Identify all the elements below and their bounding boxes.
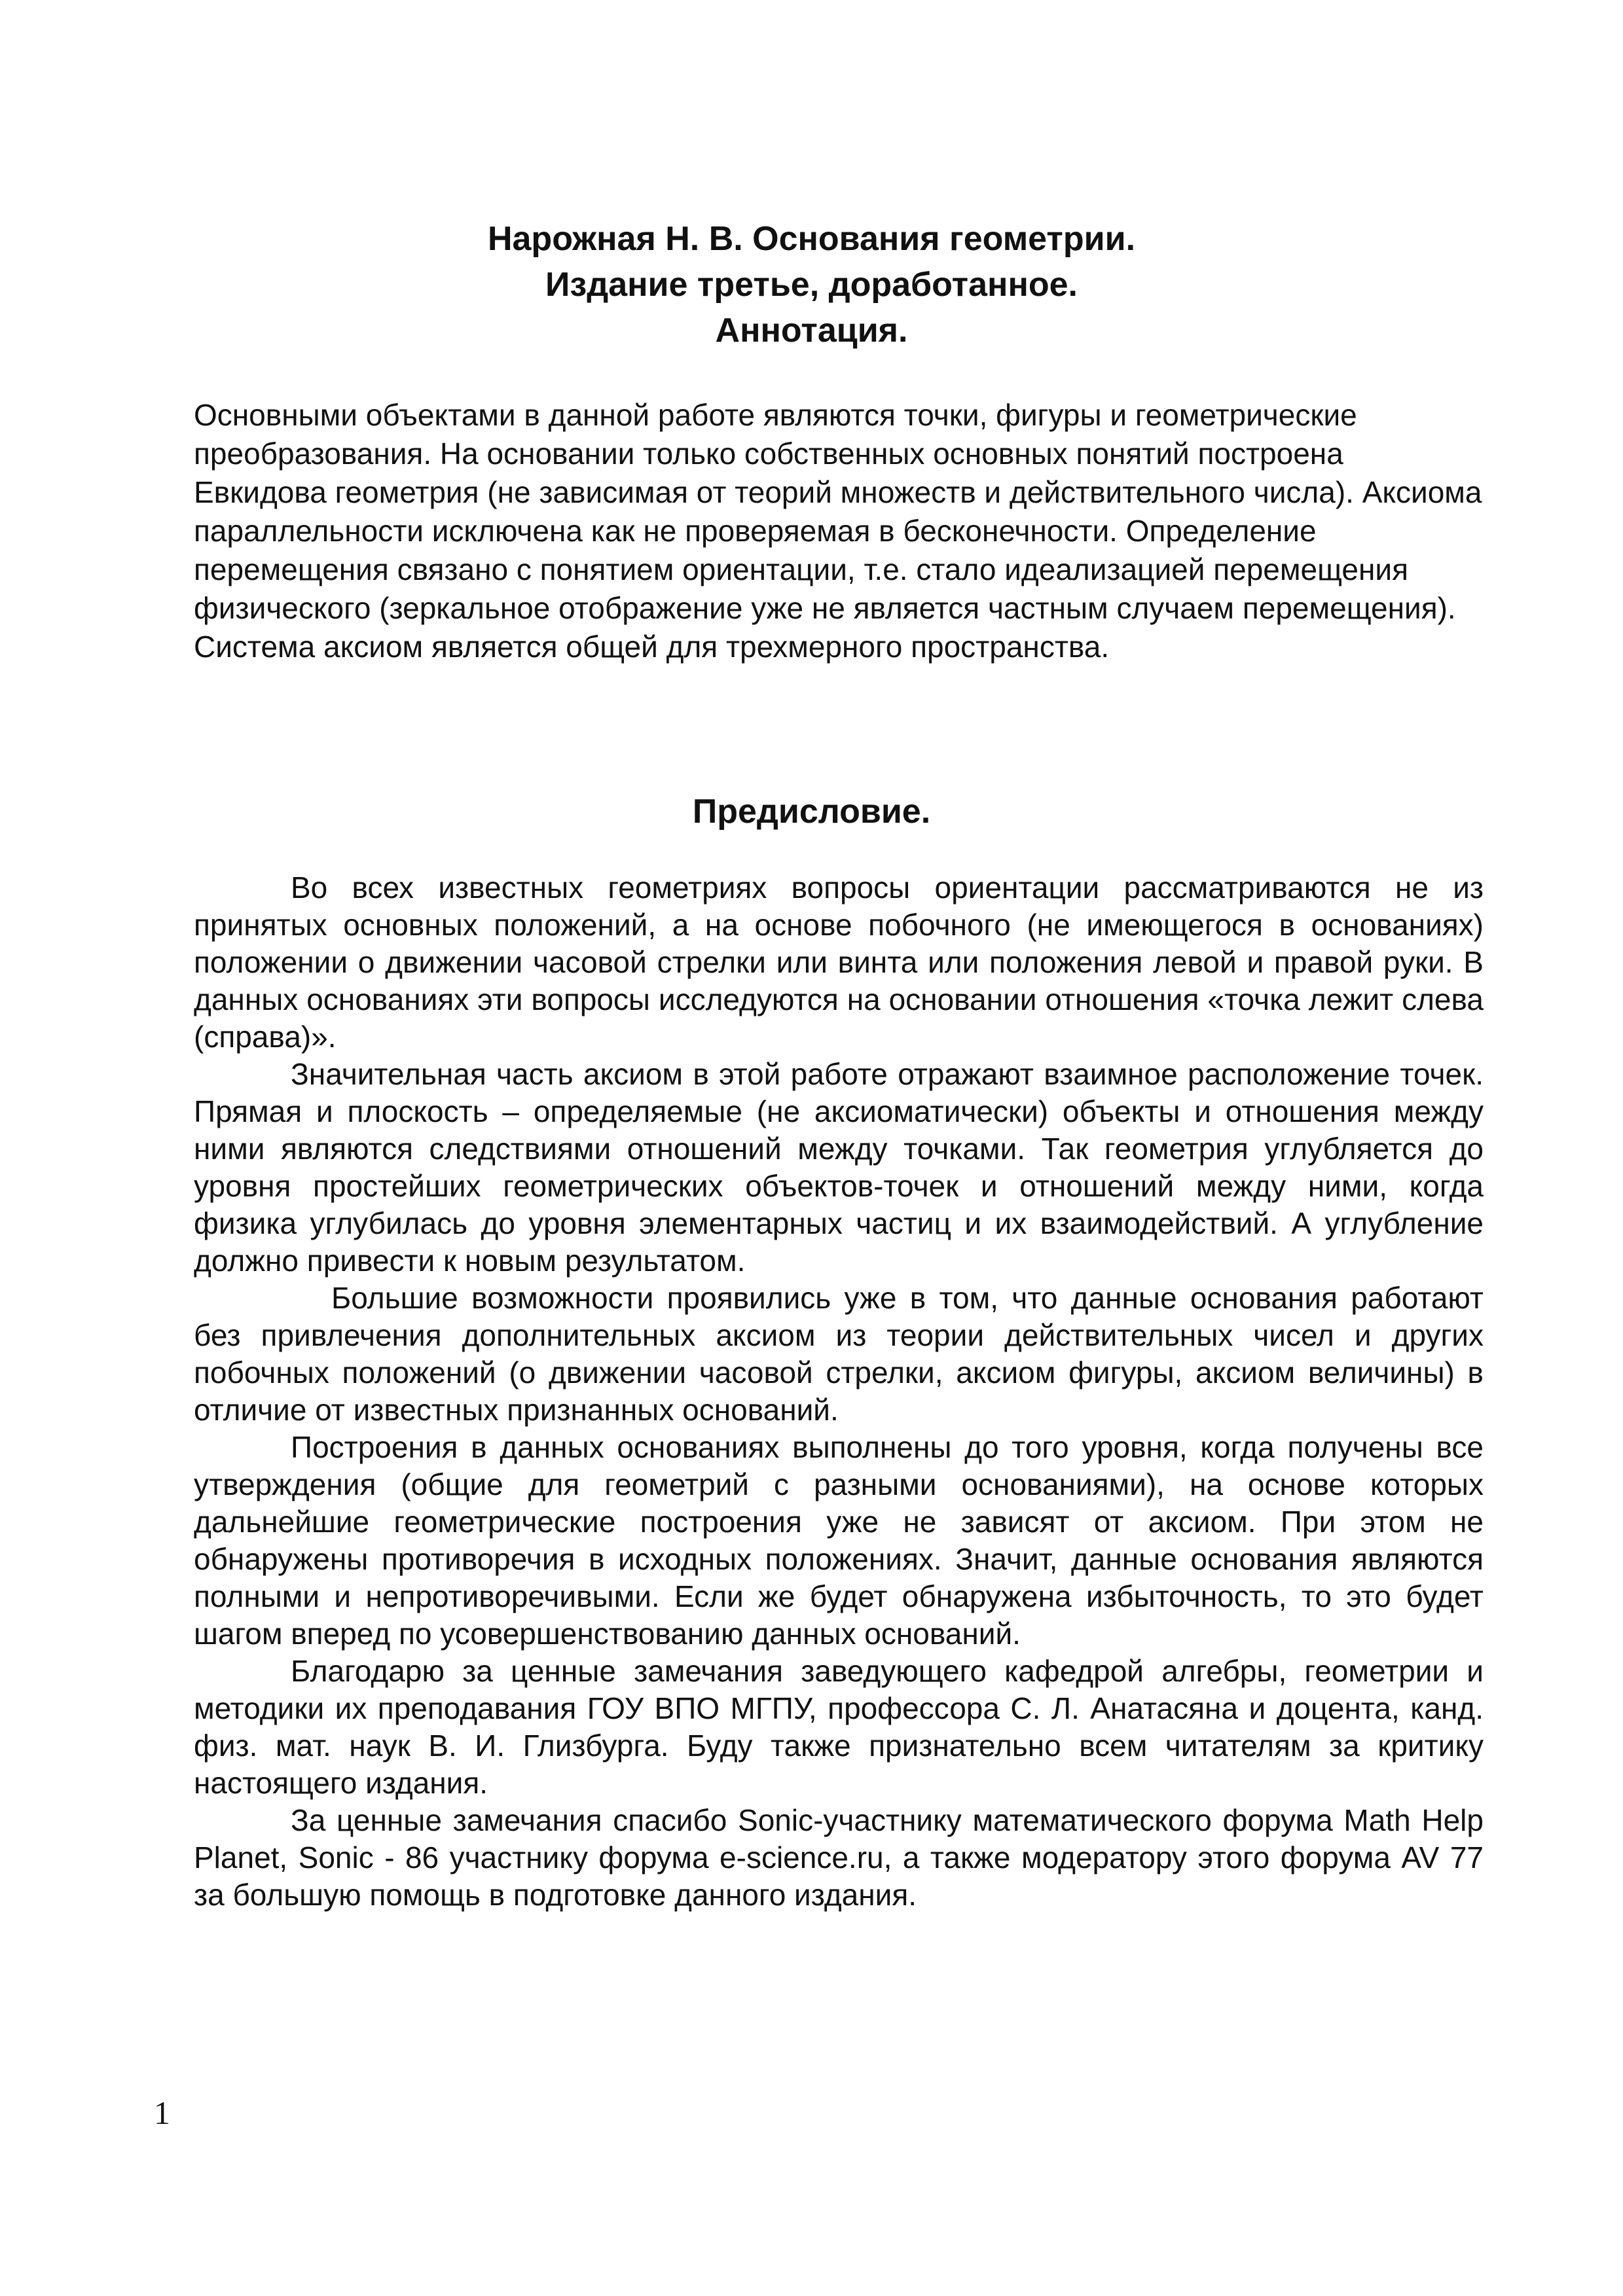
document-title (0, 216, 1623, 353)
preface-paragraph: За ценные замечания спасибо Sonic-участнику математического форума Math Help Planet, Sonic - 86 участнику форума e-science.ru, а также модератору этого форума AV 77 за большую помощь в подготовке данного издания. (194, 1803, 1484, 1912)
preface-paragraph: Значительная часть аксиом в этой работе отражают взаимное расположение точек. Прямая и плоскость – определяемые (не аксиоматически) объекты и отношения между ними являются следствиями отношений между точками. Так геометрия углубляется до уровня простейших геометрических объектов-точек и отношений между ними, когда физика углубилась до уровня элементарных частиц и их взаимодействий. А углубление должно привести к новым результатом. (194, 1057, 1484, 1278)
annotation-heading: Аннотация. (715, 312, 908, 350)
title-author-line: Нарожная Н. В. Основания геометрии. (487, 220, 1136, 258)
preface-paragraph: Благодарю за ценные замечания заведующего кафедрой алгебры, геометрии и методики их преподавания ГОУ ВПО МГПУ, профессора С. Л. Анатасяна и доцента, канд. физ. мат. наук В. И. Глизбурга. Буду также признательно всем читателям за критику настоящего издания. (194, 1654, 1484, 1800)
page-number: 1 (154, 2094, 170, 2131)
preface-heading: Предисловие. (692, 793, 931, 831)
preface-paragraph: Во всех известных геометриях вопросы ориентации рассматриваются не из принятых основных положений, а на основе побочного (не имеющегося в основаниях) положении о движении часовой стрелки или винта или положения левой и правой руки. В данных основаниях эти вопросы исследуются на основании отношения «точка лежит слева (справа)». (194, 870, 1484, 1054)
preface-paragraph: Большие возможности проявились уже в том, что данные основания работают без привлечения дополнительных аксиом из теории действительных чисел и других побочных положений (о движении часовой стрелки, аксиом фигуры, аксиом величины) в отличие от известных признанных оснований. (194, 1281, 1484, 1427)
preface-body (194, 869, 1484, 1914)
annotation-paragraph: Основными объектами в данной работе являются точки, фигуры и геометрические преобразования. На основании только собственных основных понятий построена Евкидова геометрия (не зависимая от теорий множеств и действительного числа). Аксиома параллельности исключена как не проверяемая в бесконечности. Определение перемещения связано с понятием ориентации, т.е. стало идеализацией перемещения физического (зеркальное отображение уже не является частным случаем перемещения). Система аксиом является общей для трехмерного пространства. (194, 398, 1482, 664)
preface-paragraph: Построения в данных основаниях выполнены до того уровня, когда получены все утверждения (общие для геометрий с разными основаниями), на основе которых дальнейшие геометрические построения уже не зависят от аксиом. При этом не обнаружены противоречия в исходных положениях. Значит, данные основания являются полными и непротиворечивыми. Если же будет обнаружена избыточность, то это будет шагом вперед по усовершенствованию данных оснований. (194, 1430, 1484, 1651)
title-edition-line: Издание третье, доработанное. (545, 266, 1078, 304)
